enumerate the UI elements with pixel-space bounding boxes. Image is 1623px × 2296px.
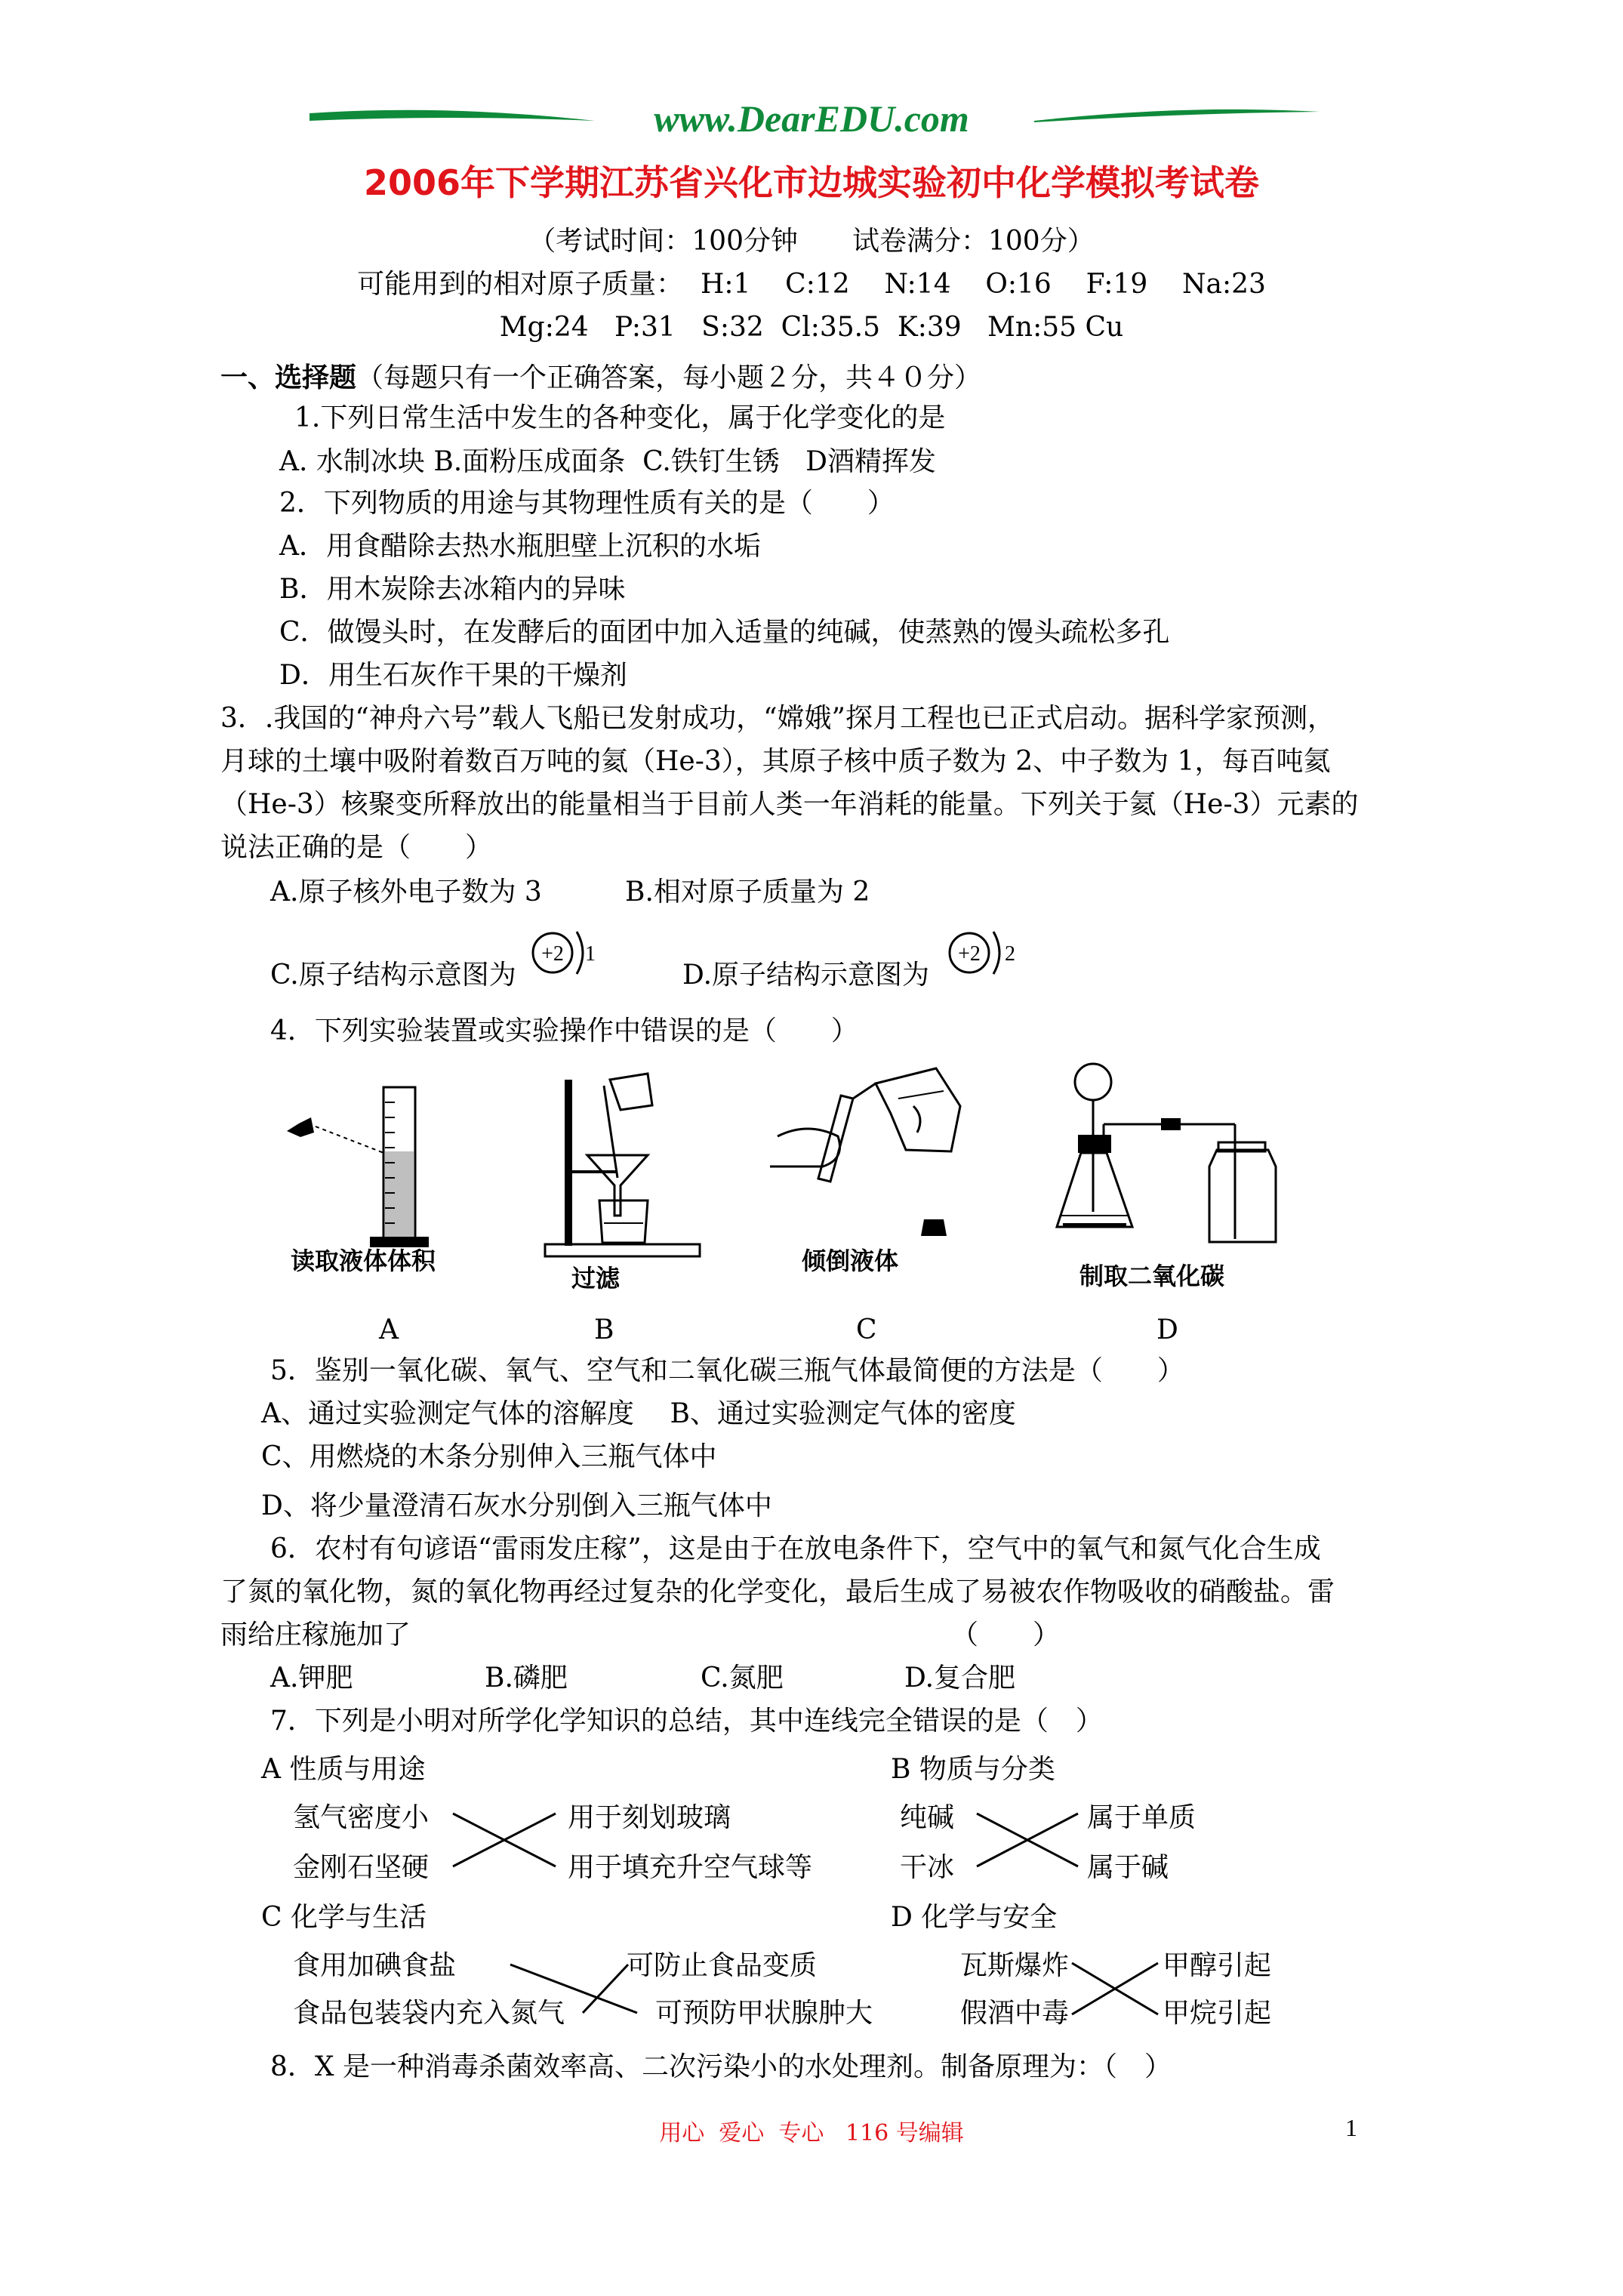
q7-group-a-left-1: 氢气密度小 [293, 1802, 430, 1833]
q7-group-b-right-1: 属于单质 [1087, 1802, 1196, 1833]
atom-structure-diagram-d [945, 927, 1021, 980]
q7-group-c-left-1: 食用加碘食盐 [293, 1950, 457, 1981]
atomic-masses-line1: 可能用到的相对原子质量： H:1 C:12 N:14 O:16 F:19 Na:23 [357, 269, 1266, 300]
q7-group-a-connector-lines [453, 1811, 559, 1871]
q7-group-c-right-1: 可防止食品变质 [627, 1950, 818, 1981]
figure-caption-a: 读取液体体积 [291, 1247, 436, 1275]
site-logo-text: www.DearEDU.com [654, 97, 969, 140]
q7-group-b-title: B 物质与分类 [891, 1754, 1055, 1785]
q1-options: A. 水制冰块 B.面粉压成面条 C.铁钉生锈 D酒精挥发 [279, 446, 937, 477]
figure-letter-c: C [856, 1314, 877, 1345]
atom-c-nucleus: +2 [541, 942, 564, 966]
q2-stem: 2．下列物质的用途与其物理性质有关的是（ ） [279, 488, 895, 519]
q3-option-a: A.原子核外电子数为 3 [270, 877, 542, 908]
page-number: 1 [1345, 2114, 1357, 2141]
q3-option-c: C.原子结构示意图为 [270, 960, 516, 991]
q6-line1: 6．农村有句谚语“雷雨发庄稼”，这是由于在放电条件下，空气中的氧气和氮气化合生成 [270, 1533, 1321, 1564]
q7-group-c-left-2: 食品包装袋内充入氮气 [293, 1998, 565, 2029]
q3-option-b: B.相对原子质量为 2 [625, 877, 870, 908]
page-title: 2006年下学期江苏省兴化市边城实验初中化学模拟考试卷 [363, 162, 1260, 203]
figure-letter-b: B [594, 1314, 614, 1345]
q3-line4: 说法正确的是（ ） [220, 832, 493, 863]
q6-option-c: C.氮肥 [701, 1663, 784, 1693]
q4-stem: 4．下列实验装置或实验操作中错误的是（ ） [270, 1015, 858, 1046]
atom-d-shell: 2 [1005, 942, 1015, 966]
figure-caption-c: 倾倒液体 [802, 1247, 899, 1275]
pouring-liquid-figure [762, 1061, 966, 1257]
figure-caption-d: 制取二氧化碳 [1079, 1262, 1225, 1290]
q2-option-b: B．用木炭除去冰箱内的异味 [279, 574, 626, 605]
q6-option-a: A.钾肥 [270, 1663, 353, 1693]
q6-line2: 了氮的氧化物，氮的氧化物再经过复杂的化学变化，最后生成了易被农作物吸收的硝酸盐。雷 [220, 1576, 1335, 1607]
q7-stem: 7．下列是小明对所学化学知识的总结，其中连线完全错误的是（ ） [270, 1706, 1103, 1737]
q7-group-d-left-2: 假酒中毒 [960, 1998, 1070, 2029]
q3-option-d: D.原子结构示意图为 [682, 960, 930, 991]
atom-d-nucleus: +2 [958, 942, 981, 966]
q7-group-d-right-1: 甲醇引起 [1163, 1950, 1272, 1981]
q7-group-d-connector-lines [1072, 1960, 1163, 2020]
figure-letter-d: D [1156, 1314, 1178, 1345]
q7-group-d-title: D 化学与安全 [891, 1902, 1058, 1933]
section-note: （每题只有一个正确答案，每小题２分，共４０分） [356, 362, 982, 393]
q5-options-ab: A、通过实验测定气体的溶解度 B、通过实验测定气体的密度 [261, 1398, 1016, 1429]
q7-group-d-right-2: 甲烷引起 [1163, 1998, 1272, 2029]
q2-option-a: A．用食醋除去热水瓶胆壁上沉积的水垢 [279, 531, 761, 562]
q7-group-a-left-2: 金刚石坚硬 [293, 1852, 430, 1883]
co2-apparatus-figure [1049, 1061, 1291, 1265]
q6-blank: （ ） [951, 1620, 1061, 1650]
q7-group-a-title: A 性质与用途 [261, 1754, 426, 1785]
graduated-cylinder-figure [285, 1072, 467, 1261]
q7-group-b-right-2: 属于碱 [1087, 1852, 1169, 1883]
q6-option-b: B.磷肥 [485, 1663, 568, 1693]
q7-group-d-left-1: 瓦斯爆炸 [960, 1950, 1070, 1981]
q7-group-c-connector-lines [510, 1959, 661, 2019]
q3-line1: 3．.我国的“神舟六号”载人飞船已发射成功，“嫦娥”探月工程也已正式启动。据科学家预测， [220, 703, 1335, 734]
exam-info: （考试时间：100分钟 试卷满分：100分） [528, 226, 1095, 257]
q1-stem: 1.下列日常生活中发生的各种变化，属于化学变化的是 [294, 402, 946, 433]
q7-group-a-right-2: 用于填充升空气球等 [568, 1852, 813, 1883]
page-footer: 用心 爱心 专心 116 号编辑 [659, 2120, 964, 2147]
figure-letter-a: A [379, 1314, 399, 1345]
q8-stem: 8．X 是一种消毒杀菌效率高、二次污染小的水处理剂。制备原理为：（ ） [270, 2051, 1172, 2082]
section-heading [220, 361, 981, 395]
q7-group-c-right-2: 可预防甲状腺肿大 [655, 1998, 873, 2029]
q2-option-d: D．用生石灰作干果的干燥剂 [279, 660, 627, 691]
q7-group-b-left-1: 纯碱 [900, 1802, 955, 1833]
q3-line2: 月球的土壤中吸附着数百万吨的氦（He-3），其原子核中质子数为 2、中子数为 1，每百吨氦 [220, 746, 1331, 777]
atomic-masses-line2: Mg:24 P:31 S:32 Cl:35.5 K:39 Mn:55 Cu [499, 312, 1124, 343]
q7-group-b-left-2: 干冰 [900, 1852, 955, 1883]
q7-group-c-title: C 化学与生活 [261, 1902, 427, 1933]
q6-line3: 雨给庄稼施加了 [220, 1620, 411, 1650]
q7-group-b-connector-lines [977, 1811, 1083, 1871]
section-title: 一、选择题 [220, 362, 357, 393]
q2-option-c: C．做馒头时，在发酵后的面团中加入适量的纯碱，使蒸熟的馒头疏松多孔 [279, 617, 1170, 648]
figure-caption-b: 过滤 [571, 1264, 621, 1293]
q3-line3: （He-3）核聚变所释放出的能量相当于目前人类一年消耗的能量。下列关于氦（He-3）元素的 [220, 789, 1359, 820]
filtration-figure [542, 1072, 708, 1268]
q6-option-d: D.复合肥 [904, 1663, 1016, 1693]
q5-option-c: C、用燃烧的木条分别伸入三瓶气体中 [261, 1441, 717, 1472]
q5-stem: 5．鉴别一氧化碳、氧气、空气和二氧化碳三瓶气体最简便的方法是（ ） [270, 1355, 1184, 1386]
atom-structure-diagram-c [528, 927, 604, 980]
q5-option-d: D、将少量澄清石灰水分别倒入三瓶气体中 [261, 1490, 772, 1521]
atom-c-shell: 1 [585, 942, 596, 966]
q7-group-a-right-1: 用于刻划玻璃 [568, 1802, 731, 1833]
